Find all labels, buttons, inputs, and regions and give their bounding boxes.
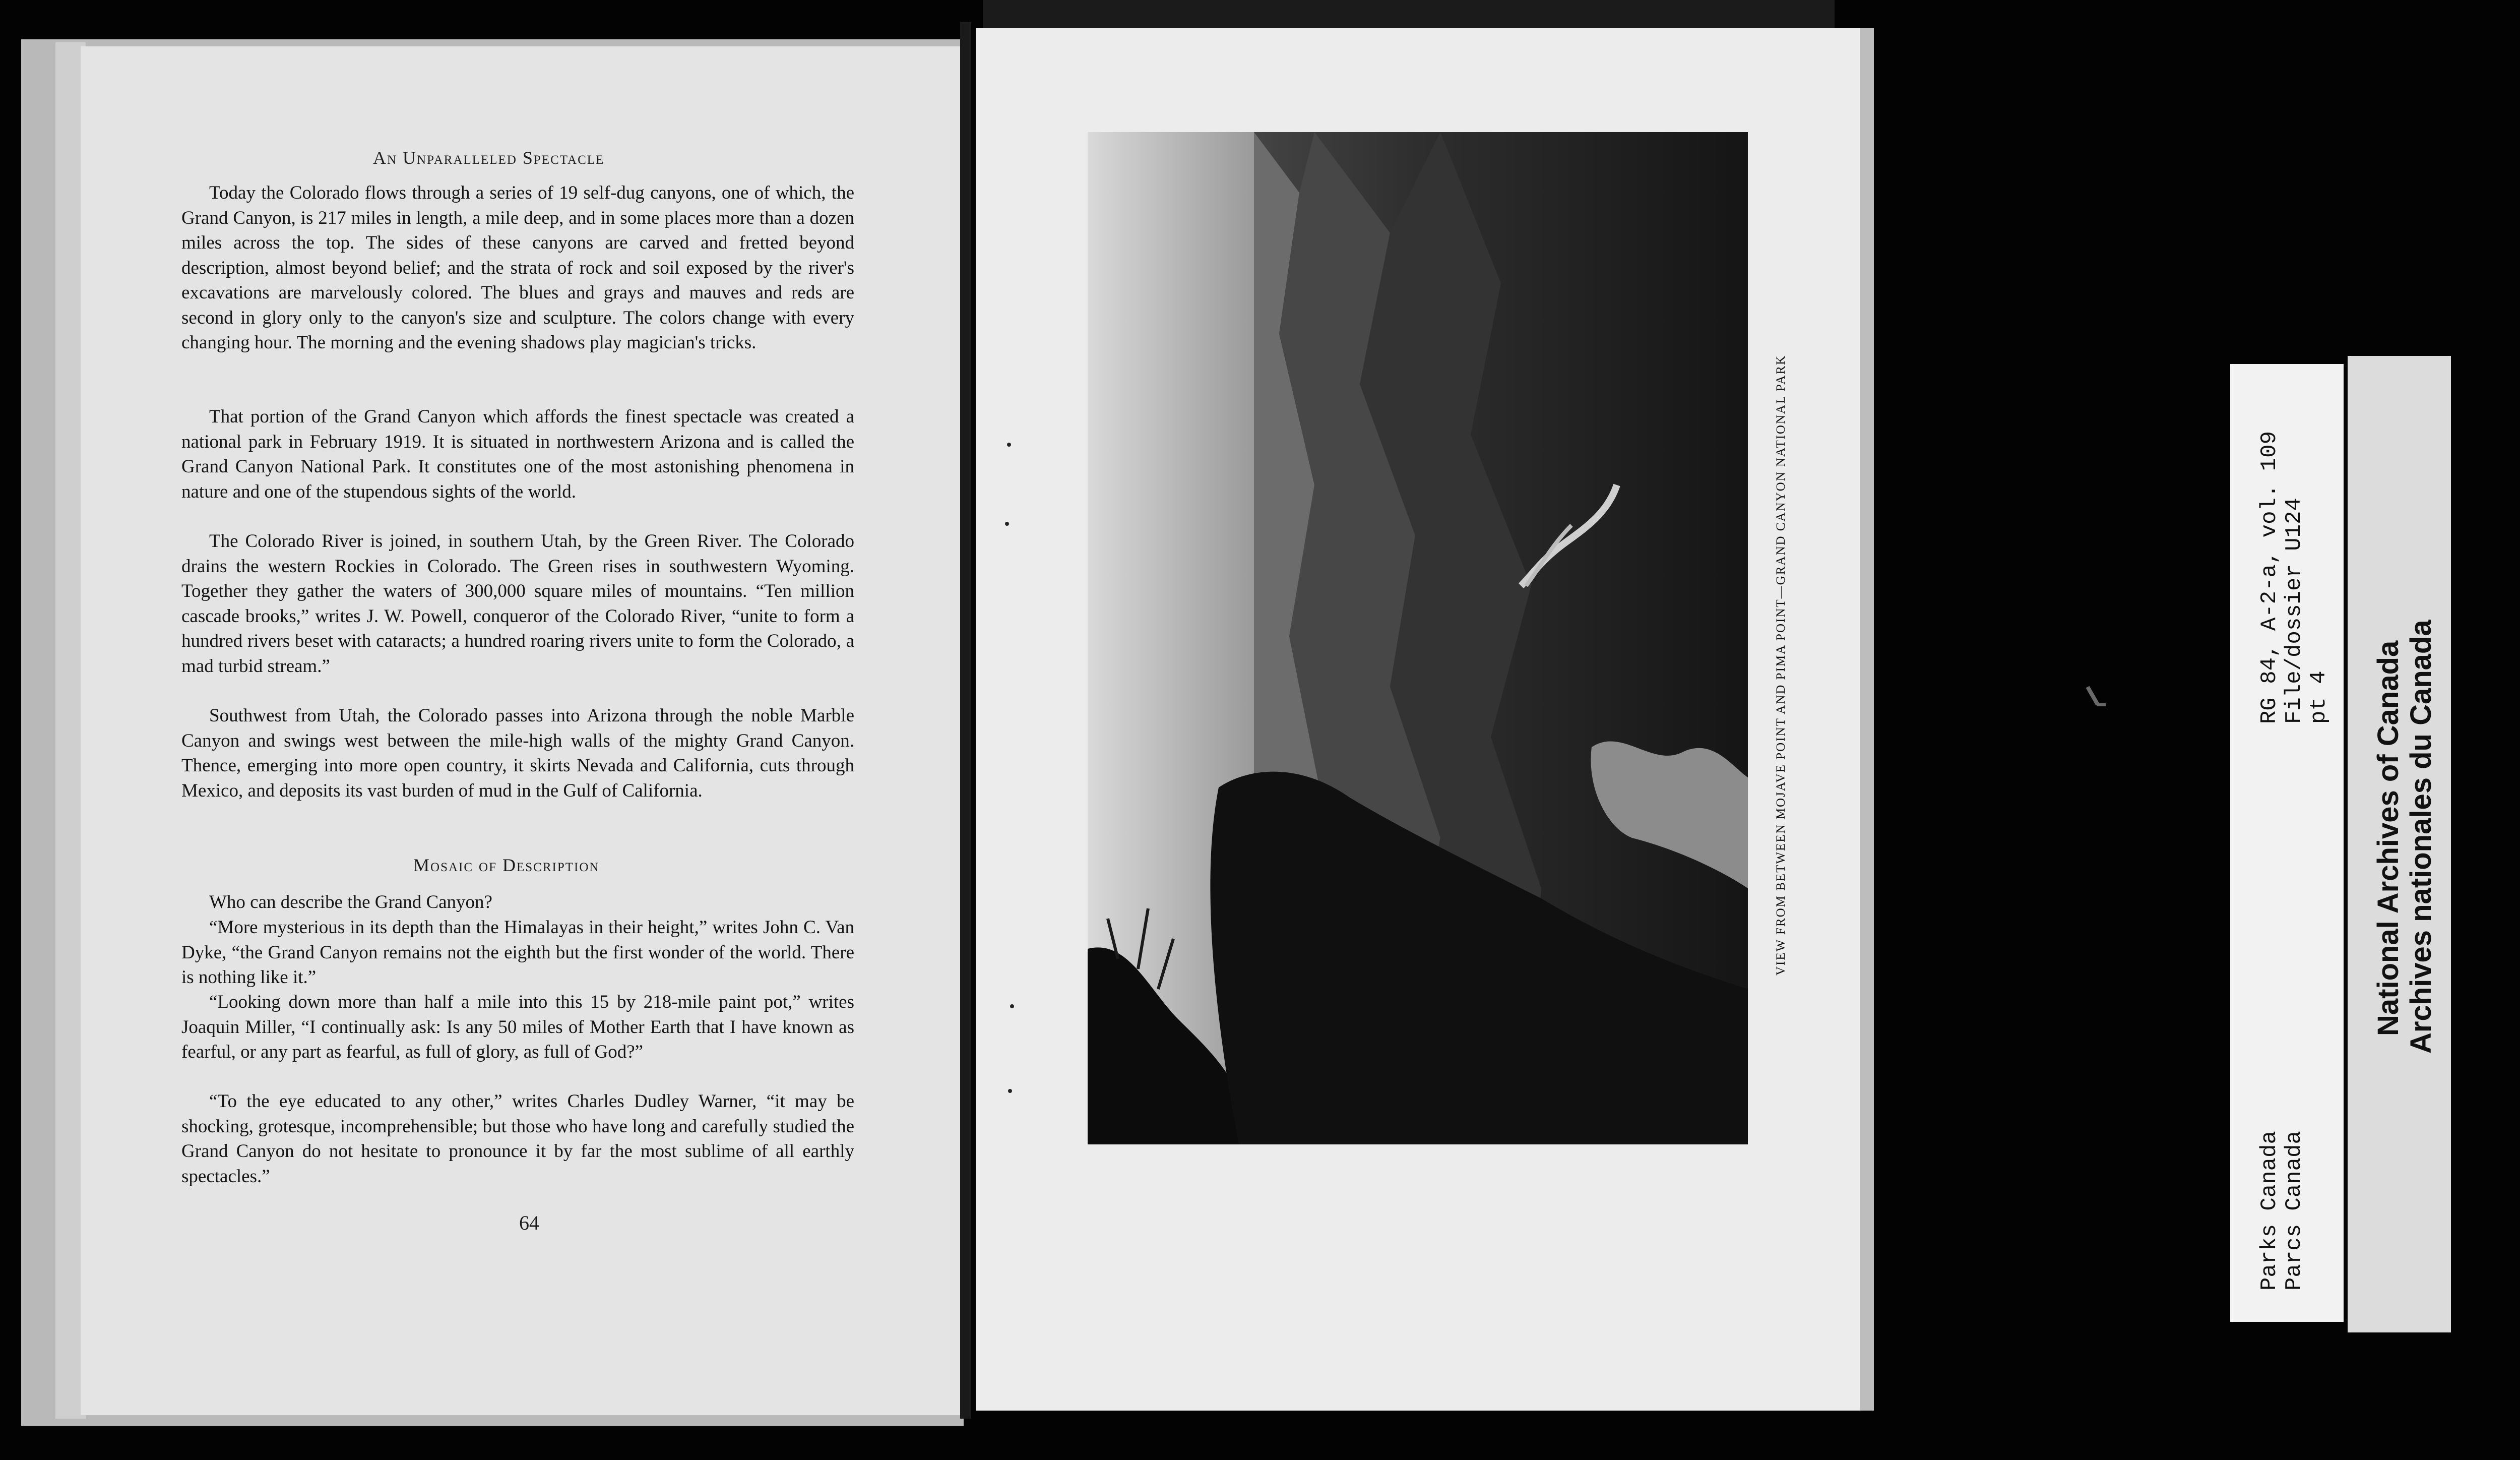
archive-reference-line-2: File/dossier U124 — [2282, 498, 2307, 724]
paragraph-who-can-describe: Who can describe the Grand Canyon? — [209, 892, 492, 912]
photo-caption: VIEW FROM BETWEEN MOJAVE POINT AND PIMA POINT—GRAND CANYON NATIONAL PARK — [1774, 354, 1788, 976]
paragraph-miller-quote: “Looking down more than half a mile into this 15 by 218-mile paint pot,” writes Joaquin Miller, “I continually ask: Is any 50 miles of Mother Earth that I have known as fearful, or any part as fearful, as full of glory, as full of God?” — [181, 992, 854, 1062]
paragraph-green-river: The Colorado River is joined, in southern Utah, by the Green River. The Colorado drains the western Rockies in Colorado. The Green rises in southwestern Wyoming. Together they gather the waters of 300,000 square miles of mountains. “Ten million cascade brooks,” writes J. W. Powell, conqueror of the Colorado River, “unite to form a hundred rivers beset with cataracts; a hundred roaring rivers unite to form the Colorado, a mad turbid stream.” — [181, 531, 854, 677]
film-scratch — [2086, 686, 2100, 706]
archive-name-fr: Archives nationales du Canada — [2405, 620, 2437, 1054]
right-page-edge — [1860, 28, 1874, 1411]
margin-speck — [1007, 443, 1011, 447]
paragraph-warner-quote: “To the eye educated to any other,” writes Charles Dudley Warner, “it may be shocking, grotesque, incomprehensible; but those who have long and carefully studied the Grand Canyon do not hesitate to pronounce it by far the most sublime of all earthly spectacles.” — [181, 1091, 854, 1187]
archive-reference-line-3: pt 4 — [2306, 671, 2332, 724]
paragraph-van-dyke-quote: “More mysterious in its depth than the Himalayas in their height,” writes John C. Van Dyke, “the Grand Canyon remains not the eighth but the first wonder of the world. There is nothing like it.” — [181, 917, 854, 988]
canyon-landscape-image — [1088, 132, 1748, 1144]
section-head: Mosaic of Description — [413, 855, 600, 875]
archive-agency-en: Parks Canada — [2257, 1131, 2282, 1291]
binding-strip — [983, 0, 1835, 29]
margin-speck — [1010, 1004, 1014, 1008]
running-head: An Unparalleled Spectacle — [373, 148, 605, 168]
archive-agency-fr: Parcs Canada — [2282, 1131, 2307, 1291]
page-number: 64 — [519, 1211, 539, 1234]
paragraph-colorado-canyons: Today the Colorado flows through a series of 19 self-dug canyons, one of which, the Grand Canyon, is 217 miles in length, a mile deep, and in some places more than a dozen miles across the top. The sides of these canyons are carved and fretted beyond description, almost beyond belief; and the strata of rock and soil exposed by the river's excavations are marvelously colored. The blues and grays and mauves and reds are second in glory only to the canyon's size and sculpture. The colors change with every changing hour. The morning and the evening shadows play magician's tricks. — [181, 182, 854, 353]
margin-speck — [1005, 522, 1009, 526]
archive-name-en: National Archives of Canada — [2372, 640, 2405, 1036]
archive-reference-line-1: RG 84, A-2-a, vol. 109 — [2257, 431, 2282, 724]
book-spine — [960, 22, 971, 1419]
film-scratch — [2097, 703, 2106, 706]
grand-canyon-photo — [1088, 132, 1748, 1144]
paragraph-southwest-from-utah: Southwest from Utah, the Colorado passes into Arizona through the noble Marble Canyon and swings west between the mile-high walls of the mighty Grand Canyon. Thence, emerging into more open country, it skirts Nevada and California, cuts through Mexico, and deposits its vast burden of mud in the Gulf of California. — [181, 705, 854, 801]
paragraph-national-park: That portion of the Grand Canyon which affords the finest spectacle was created a national park in February 1919. It is situated in northwestern Arizona and is called the Grand Canyon National Park. It constitutes one of the most astonishing phenomena in nature and one of the stupendous sights of the world. — [181, 406, 854, 502]
margin-speck — [1008, 1089, 1012, 1093]
